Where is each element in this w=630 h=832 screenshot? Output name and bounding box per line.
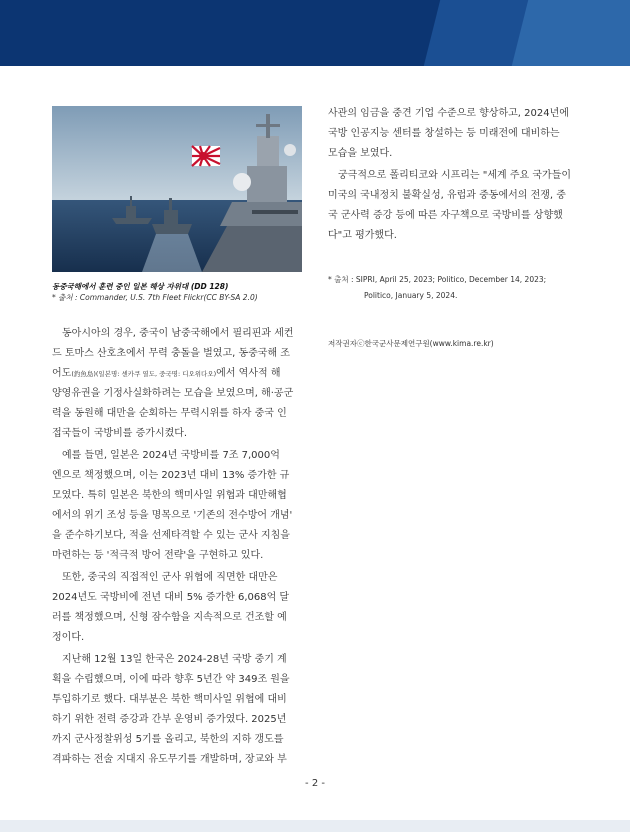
text-line: 러를 책정했으며, 신형 잠수함을 지속적으로 건조할 예: [52, 612, 287, 623]
source-note: * 출처 : SIPRI, April 25, 2023; Politico, December 14, 2023;: [328, 275, 547, 284]
text-segment: 어도: [52, 368, 72, 379]
text-line: 2024년도 국방비에 전년 대비 5% 증가한 6,068억 달: [52, 592, 290, 603]
text-line: 지난해 12월 13일 한국은 2024-28년 국방 중기 계: [62, 654, 287, 665]
text-line: 미국의 국내정치 불확실성, 유럽과 중동에서의 전쟁, 중: [328, 190, 566, 201]
text-line: 정이다.: [52, 632, 85, 643]
text-line: 모였다. 특히 일본은 북한의 핵미사일 위협과 대만해협: [52, 490, 287, 501]
text-line: 엔으로 책정했으며, 이는 2023년 대비 13% 증가한 규: [52, 470, 290, 481]
text-line: 양영유권을 기정사실화하려는 모습을 보였으며, 해·공군: [52, 388, 294, 399]
text-line: 획을 수립했으며, 이에 따라 향후 5년간 약 349조 원을: [52, 674, 290, 685]
warship-photo: [52, 106, 302, 272]
inline-note: (釣魚島)(일본명: 센카쿠 열도, 중국명: 디오위다오): [71, 370, 217, 378]
text-line: 에서의 위기 조성 등을 명목으로 '기존의 전수방어 개념': [52, 510, 293, 521]
header-banner: [0, 0, 630, 66]
text-line: 사관의 임금을 중견 기업 수준으로 향상하고, 2024년에: [328, 108, 569, 119]
figure-source: * 출처 : Commander, U.S. 7th Fleet Flickr(CC BY-SA 2.0): [52, 293, 258, 302]
text-line: 드 토마스 산호초에서 무력 충돌을 벌였고, 동중국해 조: [52, 348, 290, 359]
figure-caption: 동중국해에서 훈련 중인 일본 해상 자위대 (DD 128): [52, 282, 229, 291]
banner-stripe: [512, 0, 630, 66]
text-line: 투입하기로 했다. 대부분은 북한 핵미사일 위협에 대비: [52, 694, 287, 705]
source-note: Politico, January 5, 2024.: [364, 291, 458, 300]
copyright-notice: 저작권자ⓒ한국군사문제연구원(www.kima.re.kr): [328, 339, 494, 348]
text-line: 을 준수하기보다, 적을 선제타격할 수 있는 군사 지침을: [52, 530, 290, 541]
text-line: 궁극적으로 폴리티코와 시프리는 "세계 주요 국가들이: [338, 170, 572, 181]
text-segment: 에서 역사적 해: [216, 368, 281, 379]
text-line: 동아시아의 경우, 중국이 남중국해에서 필리핀과 세컨: [62, 328, 294, 339]
text-line: 격파하는 전술 지대지 유도무기를 개발하며, 장교와 부: [52, 754, 287, 765]
text-line: 다"고 평가했다.: [328, 230, 397, 241]
text-line: 예를 들면, 일본은 2024년 국방비를 7조 7,000억: [62, 450, 280, 461]
text-line: 마련하는 등 '적극적 방어 전략'을 구현하고 있다.: [52, 550, 264, 561]
text-line: 력을 동원해 대만을 순회하는 무력시위를 하자 중국 인: [52, 408, 287, 419]
page-number: - 2 -: [305, 778, 325, 789]
text-line: 국 군사력 증강 등에 따른 자구책으로 국방비를 상향했: [328, 210, 563, 221]
text-line: 또한, 중국의 직접적인 군사 위협에 직면한 대만은: [62, 572, 278, 583]
text-line: [52, 364, 280, 384]
footer-bar: [0, 820, 630, 832]
text-line: 하기 위한 전력 증강과 간부 운영비 증가였다. 2025년: [52, 714, 287, 725]
text-line: 국방 인공지능 센터를 창설하는 등 미래전에 대비하는: [328, 128, 560, 139]
text-line: 까지 군사정찰위성 5기를 올리고, 북한의 지하 갱도를: [52, 734, 284, 745]
text-line: 접국들이 국방비를 증가시켰다.: [52, 428, 188, 439]
text-line: 모습을 보였다.: [328, 148, 393, 159]
warship-illustration: [52, 106, 302, 272]
